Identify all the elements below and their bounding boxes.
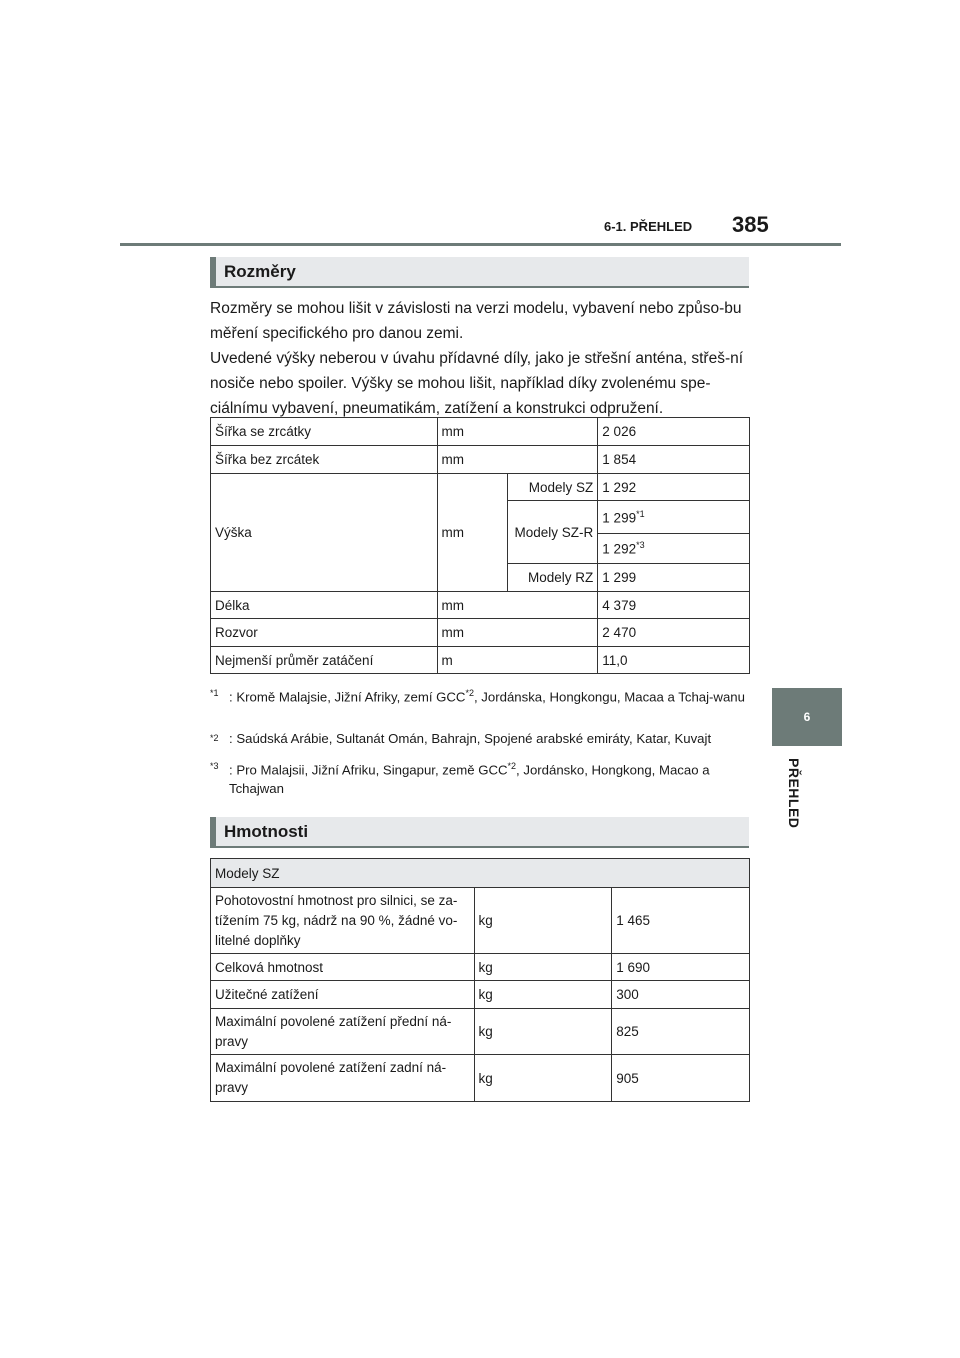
footnote-mark: *3 [210,761,219,771]
footnote-text: : Kromě Malajsie, Jižní Afriky, zemí GCC$^{*2}$, Jordánska, Hongkongu, Macaa a Tchaj-wanu [229,688,745,705]
table-row [211,647,750,674]
footnote-text: : Saúdská Arábie, Sultanát Omán, Bahrajn, Spojené arabské emiráty, Katar, Kuvajt [229,731,712,746]
row-value: 11,0 [598,647,750,674]
height-szr-value-1-text: 1 299 [602,510,637,526]
dimensions-heading-text: Rozměry [224,262,296,281]
footnote-ref: *1 [636,508,645,519]
row-label: Pohotovostní hmotnost pro silnici, se za-tížením 75 kg, nádrž na 90 %, žádné vo-litelné doplňky [211,888,475,954]
row-label: Celková hmotnost [211,954,475,981]
chapter-label: PŘEHLED [786,758,802,829]
height-rz-value: 1 299 [598,564,750,592]
row-label: Rozvor [211,619,438,647]
table-row [211,474,750,501]
footnote-text-a: Saúdská Arábie, Sultanát Omán, Bahrajn, Spojené arabské emiráty, Katar, Kuvajt [236,731,712,746]
row-value: 905 [612,1055,750,1102]
row-label: Maximální povolené zatížení přední ná-pravy [211,1009,475,1055]
row-value: 1 854 [598,446,750,474]
dimensions-paragraph-1: Rozměry se mohou lišit v závislosti na verzi modelu, vybavení nebo způso-bu měření specifického pro danou zemi. [210,300,742,342]
dimensions-heading [210,257,749,288]
row-unit: kg [474,954,612,981]
row-value: 825 [612,1009,750,1055]
page-number: 385 [732,212,769,237]
row-label: Maximální povolené zatížení zadní ná-pravy [211,1055,475,1102]
weights-table [210,858,750,1102]
footnote-text-b: , Jordánska, Hongkongu, Macaa a Tchaj-wanu [473,689,745,705]
table-row [211,981,750,1009]
footnote [210,757,758,798]
footnote-mark: *2 [210,733,219,743]
footnote-text-b: , Jordánsko, Hongkong, Macao a Tchajwan [229,762,710,797]
footnote-text: : Pro Malajsii, Jižní Afriku, Singapur, země GCC$^{*2}$, Jordánsko, Hongkong, Macao a Tchajwan [229,761,710,797]
row-unit: mm [437,619,598,647]
footnote-ref: *3 [636,540,645,551]
row-unit: mm [437,592,598,619]
row-value: 4 379 [598,592,750,619]
footnote-mark: *1 [210,688,219,698]
footnote-ref: *2 [465,688,474,698]
row-value: 2 026 [598,418,750,446]
model-sz: Modely SZ [508,474,598,501]
row-label: Délka [211,592,438,619]
height-szr-value-1 [598,501,750,534]
weights-heading-text: Hmotnosti [224,822,309,841]
row-unit: kg [474,981,612,1009]
table-row [211,446,750,474]
model-rz: Modely RZ [508,564,598,592]
table-row [211,592,750,619]
table-row [211,888,750,954]
row-value: 2 470 [598,619,750,647]
row-label: Šířka se zrcátky [211,418,438,446]
chapter-tab[interactable]: 6 [772,688,842,746]
table-row [211,954,750,981]
height-label: Výška [211,474,438,592]
row-value: 1 465 [612,888,750,954]
table-row [211,418,750,446]
row-unit: mm [437,418,598,446]
section-title: 6-1. PŘEHLED [604,219,693,234]
footnote [210,729,758,748]
row-label: Nejmenší průměr zatáčení [211,647,438,674]
table-row [211,1009,750,1055]
table-row [211,619,750,647]
footnote [210,684,758,706]
footnote-ref: *2 [507,761,517,771]
table-row [211,859,750,888]
row-unit: mm [437,446,598,474]
footnote-text-a: Kromě Malajsie, Jižní Afriky, zemí GCC [236,689,466,705]
row-label: Šířka bez zrcátek [211,446,438,474]
row-unit: kg [474,888,612,954]
table-row [211,1055,750,1102]
height-szr-value-2-text: 1 292 [602,541,637,557]
footnote-text-a: Pro Malajsii, Jižní Afriku, Singapur, země GCC [236,762,508,778]
row-unit: m [437,647,598,674]
row-value: 300 [612,981,750,1009]
row-unit: kg [474,1055,612,1102]
model-szr: Modely SZ-R [508,501,598,564]
height-unit: mm [437,474,508,592]
weights-heading [210,817,749,848]
dimensions-table [210,417,750,674]
row-unit: kg [474,1009,612,1055]
height-sz-value: 1 292 [598,474,750,501]
dimensions-paragraph-2: Uvedené výšky neberou v úvahu přídavné díly, jako je střešní anténa, střeš-ní nosiče nebo spoiler. Výšky se mohou lišit, například díky zvolenému spe-ciálnímu vybavení, pneumatikám, zatížení a konstrukci odpružení. [210,350,744,417]
group-header: Modely SZ [211,859,750,888]
header-divider [120,243,841,246]
height-szr-value-2 [598,534,750,564]
row-label: Užitečné zatížení [211,981,475,1009]
row-value: 1 690 [612,954,750,981]
